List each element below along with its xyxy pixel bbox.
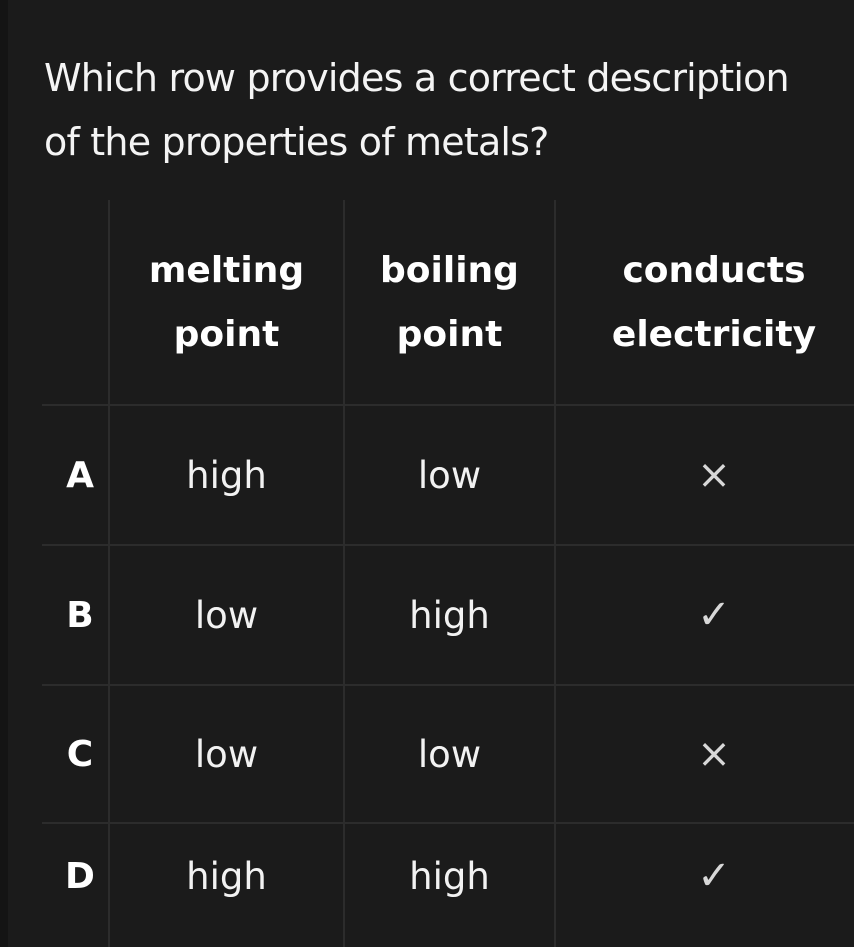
cell-melting: low [194, 732, 259, 776]
cell-melting: high [186, 453, 267, 497]
header-conducts-electricity [556, 200, 854, 406]
cell-boiling: low [417, 453, 482, 497]
header-line: melting [148, 250, 305, 291]
cell-melting: low [194, 593, 259, 637]
header-line: point [173, 314, 280, 355]
header-melting-point [110, 200, 343, 406]
left-edge-strip [0, 0, 8, 947]
header-line: boiling [380, 250, 519, 291]
question-text [44, 46, 854, 174]
cell-boiling: high [409, 593, 490, 637]
cell-melting: high [186, 854, 267, 898]
cell-boiling: low [417, 732, 482, 776]
check-icon: ✓ [697, 592, 731, 638]
header-line: point [396, 314, 503, 355]
row-label-d: D [65, 855, 95, 897]
header-boiling-point [345, 200, 554, 406]
header-line: electricity [611, 314, 817, 355]
question-line-2: of the properties of metals? [44, 120, 549, 164]
question-line-1: Which row provides a correct description [44, 56, 789, 100]
cross-icon: × [697, 731, 731, 777]
check-icon: ✓ [697, 853, 731, 899]
cropped-text-fragment [40, 0, 420, 4]
answer-table [42, 200, 854, 947]
cross-icon: × [697, 452, 731, 498]
row-label-b: B [66, 594, 94, 636]
row-label-c: C [66, 733, 94, 775]
row-label-a: A [66, 454, 94, 496]
header-line: conducts [622, 250, 806, 291]
cell-boiling: high [409, 854, 490, 898]
